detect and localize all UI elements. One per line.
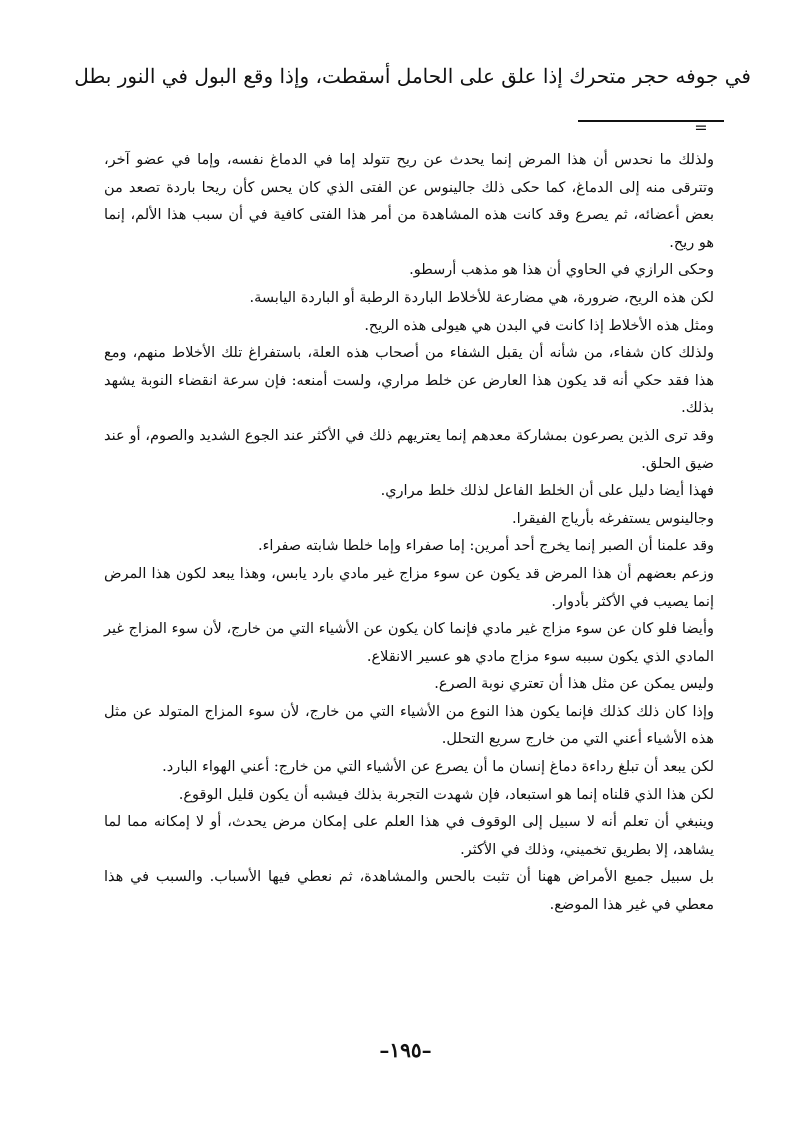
paragraph: وحكى الرازي في الحاوي أن هذا هو مذهب أرسطو. (409, 262, 714, 279)
paragraph: فهذا أيضا دليل على أن الخلط الفاعل لذلك خلط مراري. (380, 483, 714, 500)
paragraph: وزعم بعضهم أن هذا المرض قد يكون عن سوء مزاج غير مادي بارد يابس، وهذا يبعد لكون هذا المرض إنما يصيب في الأكثر بأدوار. (104, 565, 714, 610)
paragraph: وقد علمنا أن الصبر إنما يخرج أحد أمرين: إما صفراء وإما خلطا شابته صفراء. (258, 538, 714, 555)
paragraph: ومثل هذه الأخلاط إذا كانت في البدن هي هيولى هذه الريح. (364, 317, 714, 334)
paragraph: لكن هذا الذي قلناه إنما هو استبعاد، فإن شهدت التجربة بذلك فيشبه أن يكون قليل الوقوع. (178, 786, 714, 803)
paragraph: بل سبيل جميع الأمراض ههنا أن تثبت بالحس والمشاهدة، ثم نعطي فيها الأسباب. والسبب في هذا معطي في غير هذا الموضع. (104, 869, 714, 914)
paragraph: لكن يبعد أن تبلغ رداءة دماغ إنسان ما أن يصرع عن الأشياء التي من خارج: أعني الهواء البارد. (162, 759, 714, 776)
paragraph: ولذلك ما نحدس أن هذا المرض إنما يحدث عن ريح تتولد إما في الدماغ نفسه، وإما في عضو آخر، وتترقى منه إلى الدماغ، كما حكى ذلك جالينوس عن الفتى الذي كان يحس كأن ريحا باردة تصعد من بعض أعضائه، ثم يصرع وقد كانت هذه المشاهدة من أمر هذا الفتى كافية في أن سبب هذا الألم، إنما هو ريح. (104, 152, 714, 251)
paragraph: وقد ترى الذين يصرعون بمشاركة معدهم إنما يعتريهم ذلك في الأكثر عند الجوع الشديد والصوم، أو عند ضيق الحلق. (104, 427, 714, 472)
paragraph: لكن هذه الريح، ضرورة، هي مضارعة للأخلاط الباردة الرطبة أو الباردة اليابسة. (249, 289, 714, 306)
page-number: –١٩٥– (379, 1038, 432, 1062)
paragraph: وجالينوس يستفرغه بأرياج الفيقرا. (511, 510, 714, 527)
paragraph: وإذا كان ذلك كذلك فإنما يكون هذا النوع من الأشياء التي من خارج، لأن سوء المزاج المتولد عن مثل هذه الأشياء أعني التي من خارج سريع التحلل. (104, 703, 714, 748)
paragraph: وينبغي أن تعلم أنه لا سبيل إلى الوقوف في هذا العلم على إمكان مرض يحدث، أو لا إمكانه مما لما يشاهد، إلا بطريق تخميني، وذلك في الأكثر. (104, 814, 714, 858)
body-text (104, 147, 714, 920)
header-line: في جوفه حجر متحرك إذا علق على الحامل أسقطت، وإذا وقع البول في النور بطل (74, 64, 751, 88)
paragraph: ولذلك كان شفاء، من شأنه أن يقبل الشفاء من أصحاب هذه العلة، باستفراغ تلك الأخلاط منهم، ومع هذا فقد حكي أنه قد يكون هذا العارض عن خلط مراري، ولست أمنعه: فإن سرعة انقضاء النوبة يشهد بذلك. (104, 345, 714, 417)
paragraph: وليس يمكن عن مثل هذا أن تعتري نوبة الصرع. (434, 676, 714, 693)
paragraph: وأيضا فلو كان عن سوء مزاج غير مادي فإنما كان يكون عن الأشياء التي من خارج، لأن سوء المزاج غير المادي الذي يكون سببه سوء مزاج مادي هو عسير الانقلاع. (104, 621, 714, 665)
separator-mark: = (694, 118, 708, 137)
